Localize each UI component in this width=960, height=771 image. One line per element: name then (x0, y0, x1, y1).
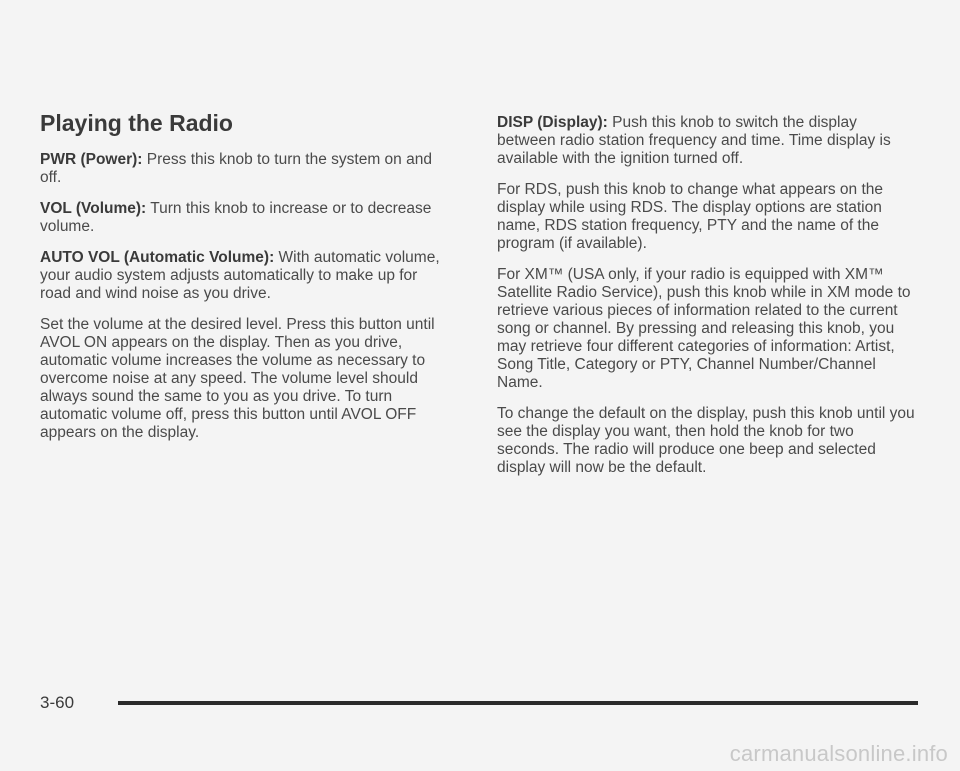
text-set-volume: Set the volume at the desired level. Press this button until AVOL ON appears on the display. Then as you drive, automatic volume increases the volume as necessary to overcome noise at any speed. The volume level should always sound the same to you as you drive. To turn automatic volume off, press this button until AVOL OFF appears on the display. (40, 316, 435, 441)
paragraph-auto-vol (40, 249, 450, 303)
text-disp: Push this knob to switch the display between radio station frequency and time. Time display is available with the ignition turned off. (497, 114, 891, 167)
text-pwr: Press this knob to turn the system on and off. (40, 151, 432, 186)
paragraph-rds (497, 181, 917, 253)
paragraph-disp (497, 114, 917, 168)
left-column (40, 110, 450, 455)
term-pwr: PWR (Power): (40, 151, 143, 168)
paragraph-pwr (40, 151, 450, 187)
section-title: Playing the Radio (40, 110, 233, 136)
term-auto-vol: AUTO VOL (Automatic Volume): (40, 249, 275, 266)
term-disp: DISP (Display): (497, 114, 608, 131)
page-number: 3-60 (40, 693, 75, 712)
text-rds: For RDS, push this knob to change what appears on the display while using RDS. The display options are station name, RDS station frequency, PTY and the name of the program (if available). (497, 181, 884, 252)
text-xm: For XM™ (USA only, if your radio is equipped with XM™ Satellite Radio Service), push this knob while in XM mode to retrieve various pieces of information related to the current song or channel. By pressing and releasing this knob, you may retrieve four different categories of information: Artist, Song Title, Category or PTY, Channel Number/Channel Name. (497, 266, 911, 391)
text-default: To change the default on the display, push this knob until you see the display you want, then hold the knob for two seconds. The radio will produce one beep and selected display will now be the default. (497, 405, 915, 476)
paragraph-vol (40, 200, 450, 236)
paragraph-xm (497, 266, 917, 392)
watermark: carmanualsonline.info (729, 741, 948, 766)
text-auto-vol: With automatic volume, your audio system adjusts automatically to make up for road and wind noise as you drive. (40, 249, 440, 302)
term-vol: VOL (Volume): (40, 200, 147, 217)
text-vol: Turn this knob to increase or to decrease volume. (40, 200, 432, 235)
footer-rule (118, 701, 918, 705)
right-column (497, 114, 917, 490)
paragraph-default (497, 405, 917, 477)
paragraph-set-volume (40, 316, 450, 442)
